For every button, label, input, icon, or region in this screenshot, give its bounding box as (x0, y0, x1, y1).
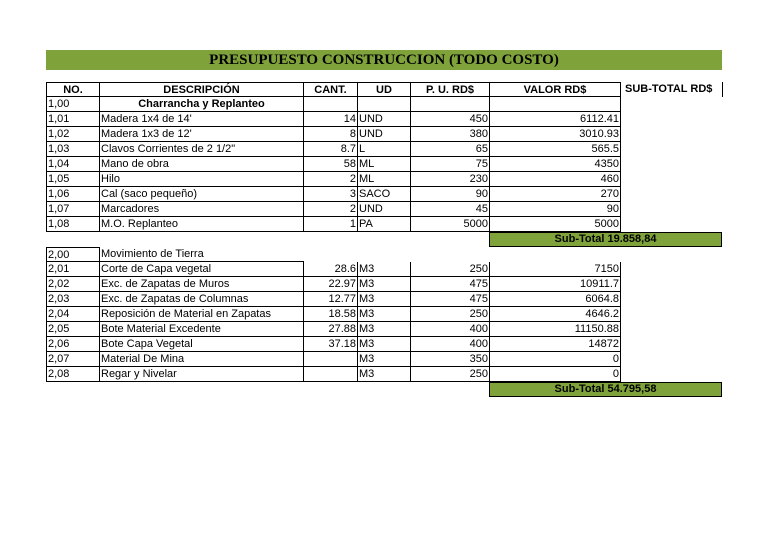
item-value: 7150 (490, 262, 621, 277)
item-unit-price: 250 (411, 307, 490, 322)
item-description: Exc. de Zapatas de Muros (100, 277, 304, 292)
section-number: 2,00 (46, 247, 100, 262)
item-unit: M3 (358, 352, 411, 367)
item-unit-price: 400 (411, 322, 490, 337)
item-quantity: 8.7 (304, 142, 358, 157)
item-quantity: 14 (304, 112, 358, 127)
empty-cell (358, 97, 411, 112)
table-row (46, 277, 621, 292)
item-number: 1,05 (46, 172, 100, 187)
table-row (46, 172, 621, 187)
item-value: 6112.41 (490, 112, 621, 127)
item-quantity: 28.6 (304, 262, 358, 277)
item-number: 1,01 (46, 112, 100, 127)
table-row (46, 157, 621, 172)
item-quantity (304, 367, 358, 382)
empty-cell (490, 97, 621, 112)
item-number: 2,07 (46, 352, 100, 367)
item-unit: UND (358, 112, 411, 127)
item-quantity: 2 (304, 202, 358, 217)
header-unit: UD (358, 82, 411, 97)
item-value: 10911.7 (490, 277, 621, 292)
item-unit: M3 (358, 262, 411, 277)
item-value: 6064.8 (490, 292, 621, 307)
item-number: 1,04 (46, 157, 100, 172)
item-unit-price: 250 (411, 262, 490, 277)
item-description: Material De Mina (100, 352, 304, 367)
item-quantity: 22.97 (304, 277, 358, 292)
item-value: 0 (490, 352, 621, 367)
item-quantity: 3 (304, 187, 358, 202)
empty-cell (411, 97, 490, 112)
section-name: Charrancha y Replanteo (100, 97, 304, 112)
item-unit: ML (358, 157, 411, 172)
header-no: NO. (46, 82, 100, 97)
item-unit-price: 450 (411, 112, 490, 127)
item-unit-price: 45 (411, 202, 490, 217)
item-description: Corte de Capa vegetal (100, 262, 304, 277)
item-unit: M3 (358, 322, 411, 337)
table-row (46, 337, 621, 352)
item-description: Bote Capa Vegetal (100, 337, 304, 352)
item-unit: M3 (358, 292, 411, 307)
item-number: 1,03 (46, 142, 100, 157)
item-unit: M3 (358, 307, 411, 322)
item-number: 2,08 (46, 367, 100, 382)
header-value: VALOR RD$ (490, 82, 621, 97)
item-value: 11150.88 (490, 322, 621, 337)
section-name: Movimiento de Tierra (100, 247, 304, 262)
table-row (46, 262, 621, 277)
item-quantity (304, 352, 358, 367)
item-number: 2,06 (46, 337, 100, 352)
item-value: 14872 (490, 337, 621, 352)
item-value: 4350 (490, 157, 621, 172)
item-number: 2,03 (46, 292, 100, 307)
section-number: 1,00 (46, 97, 100, 112)
item-unit: SACO (358, 187, 411, 202)
table-row (46, 202, 621, 217)
item-unit-price: 475 (411, 277, 490, 292)
item-quantity: 27.88 (304, 322, 358, 337)
budget-title: PRESUPUESTO CONSTRUCCION (TODO COSTO) (46, 50, 722, 70)
item-unit-price: 75 (411, 157, 490, 172)
table-row (46, 307, 621, 322)
item-description: Regar y Nivelar (100, 367, 304, 382)
item-description: Clavos Corrientes de 2 1/2" (100, 142, 304, 157)
item-unit: ML (358, 172, 411, 187)
item-unit-price: 380 (411, 127, 490, 142)
item-value: 270 (490, 187, 621, 202)
item-value: 5000 (490, 217, 621, 232)
item-value: 3010.93 (490, 127, 621, 142)
header-subtotal: SUB-TOTAL RD$ (621, 82, 723, 97)
item-description: Reposición de Material en Zapatas (100, 307, 304, 322)
header-description: DESCRIPCIÓN (100, 82, 304, 97)
item-description: Hilo (100, 172, 304, 187)
header-quantity: CANT. (304, 82, 358, 97)
section-row (46, 97, 621, 112)
section-subtotal: Sub-Total 19.858,84 (489, 232, 722, 247)
item-unit: L (358, 142, 411, 157)
item-description: Bote Material Excedente (100, 322, 304, 337)
item-number: 1,08 (46, 217, 100, 232)
empty-cell (304, 97, 358, 112)
item-value: 90 (490, 202, 621, 217)
item-quantity: 18.58 (304, 307, 358, 322)
item-quantity: 1 (304, 217, 358, 232)
item-description: Madera 1x3 de 12' (100, 127, 304, 142)
item-number: 2,05 (46, 322, 100, 337)
item-number: 1,02 (46, 127, 100, 142)
item-quantity: 58 (304, 157, 358, 172)
item-value: 4646.2 (490, 307, 621, 322)
item-number: 1,07 (46, 202, 100, 217)
item-unit-price: 90 (411, 187, 490, 202)
item-number: 1,06 (46, 187, 100, 202)
table-row (46, 292, 621, 307)
item-unit-price: 400 (411, 337, 490, 352)
section-subtotal: Sub-Total 54.795,58 (489, 382, 722, 397)
table-row (46, 352, 621, 367)
item-value: 460 (490, 172, 621, 187)
item-unit: M3 (358, 277, 411, 292)
item-unit: M3 (358, 337, 411, 352)
item-description: Madera 1x4 de 14' (100, 112, 304, 127)
item-number: 2,01 (46, 262, 100, 277)
table-row (46, 322, 621, 337)
item-quantity: 2 (304, 172, 358, 187)
table-row (46, 187, 621, 202)
item-unit-price: 230 (411, 172, 490, 187)
item-number: 2,02 (46, 277, 100, 292)
item-quantity: 8 (304, 127, 358, 142)
item-unit-price: 475 (411, 292, 490, 307)
item-unit: M3 (358, 367, 411, 382)
item-quantity: 12.77 (304, 292, 358, 307)
item-value: 565.5 (490, 142, 621, 157)
item-quantity: 37.18 (304, 337, 358, 352)
item-description: Mano de obra (100, 157, 304, 172)
table-row (46, 112, 621, 127)
item-unit-price: 65 (411, 142, 490, 157)
header-unit-price: P. U. RD$ (411, 82, 490, 97)
section-row (46, 247, 621, 262)
header-row (46, 82, 723, 97)
item-description: Marcadores (100, 202, 304, 217)
item-value: 0 (490, 367, 621, 382)
item-number: 2,04 (46, 307, 100, 322)
item-unit-price: 350 (411, 352, 490, 367)
item-unit: PA (358, 217, 411, 232)
item-unit: UND (358, 127, 411, 142)
item-description: Cal (saco pequeño) (100, 187, 304, 202)
item-unit-price: 250 (411, 367, 490, 382)
table-row (46, 127, 621, 142)
item-unit: UND (358, 202, 411, 217)
table-row (46, 142, 621, 157)
item-description: Exc. de Zapatas de Columnas (100, 292, 304, 307)
item-description: M.O. Replanteo (100, 217, 304, 232)
table-row (46, 367, 621, 382)
table-row (46, 217, 621, 232)
item-unit-price: 5000 (411, 217, 490, 232)
